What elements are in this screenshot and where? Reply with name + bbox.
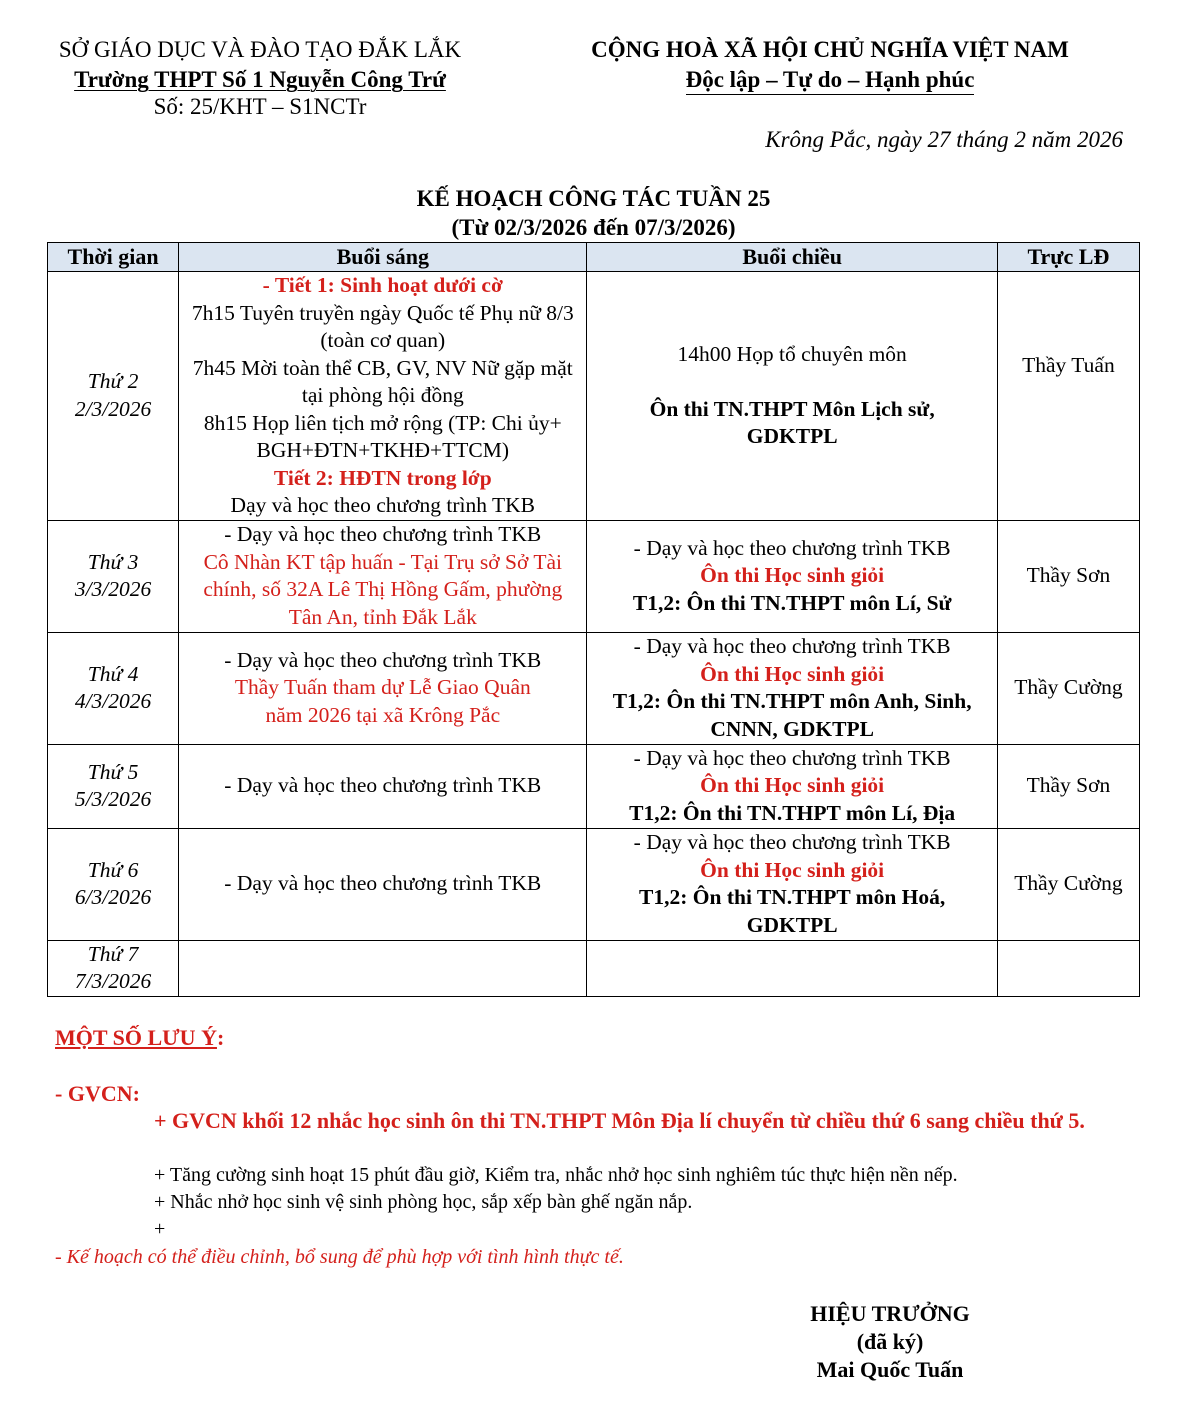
morning-cell xyxy=(179,272,587,521)
col-header-afternoon: Buổi chiều xyxy=(587,243,997,272)
duty-person: Thầy Tuấn xyxy=(1022,353,1115,377)
afternoon-bold: T1,2: Ôn thi TN.THPT môn Lí, Sử xyxy=(632,590,952,615)
note-item: + xyxy=(154,1218,166,1240)
morning-line: - Dạy và học theo chương trình TKB xyxy=(224,871,542,896)
afternoon-cell xyxy=(587,272,997,521)
afternoon-line: - Dạy và học theo chương trình TKB xyxy=(633,745,951,770)
morning-note: Cô Nhàn KT tập huấn - Tại Trụ sở Sở Tài chính, số 32A Lê Thị Hồng Gấm, phường Tân An, tỉnh Đắk Lắk xyxy=(203,549,563,629)
morning-line: - Dạy và học theo chương trình TKB xyxy=(224,773,542,798)
day-name: Thứ 7 xyxy=(87,941,139,966)
morning-line: - Dạy và học theo chương trình TKB xyxy=(224,522,542,546)
col-header-morning: Buổi sáng xyxy=(179,243,587,272)
table-row xyxy=(48,744,1140,828)
col-header-time: Thời gian xyxy=(48,243,179,272)
department-name: SỞ GIÁO DỤC VÀ ĐÀO TẠO ĐẮK LẮK xyxy=(58,37,462,62)
day-cell xyxy=(48,520,179,632)
day-name: Thứ 5 xyxy=(87,759,139,784)
note-item: + Nhắc nhở học sinh vệ sinh phòng học, sắp xếp bàn ghế ngăn nắp. xyxy=(154,1191,693,1213)
table-row xyxy=(48,520,1140,632)
duty-person: Thầy Cường xyxy=(1014,675,1123,700)
afternoon-line: - Dạy và học theo chương trình TKB xyxy=(633,535,951,560)
col-header-duty: Trực LĐ xyxy=(997,243,1139,272)
duty-cell xyxy=(997,632,1139,744)
signature-name: Mai Quốc Tuấn xyxy=(816,1357,964,1382)
duty-person: Thầy Cường xyxy=(1014,871,1123,896)
afternoon-cell xyxy=(587,940,997,996)
afternoon-bold: T1,2: Ôn thi TN.THPT môn Lí, Địa xyxy=(629,800,956,825)
duty-person: Thầy Sơn xyxy=(1026,773,1111,798)
afternoon-highlight: Ôn thi Học sinh giỏi xyxy=(700,773,885,798)
duty-cell xyxy=(997,520,1139,632)
morning-cell xyxy=(179,744,587,828)
national-motto: Độc lập – Tự do – Hạnh phúc xyxy=(686,66,975,95)
duty-cell xyxy=(997,828,1139,940)
gvcn-main-note: + GVCN khối 12 nhắc học sinh ôn thi TN.THPT Môn Địa lí chuyển từ chiều thứ 6 sang chiều thứ 5. xyxy=(154,1108,1085,1133)
day-cell xyxy=(48,744,179,828)
afternoon-cell xyxy=(587,828,997,940)
duty-cell xyxy=(997,940,1139,996)
afternoon-bold: Ôn thi TN.THPT Môn Lịch sử, GDKTPL xyxy=(649,396,935,448)
day-date: 2/3/2026 xyxy=(74,396,152,421)
day-cell xyxy=(48,272,179,521)
afternoon-highlight: Ôn thi Học sinh giỏi xyxy=(700,661,885,686)
signature-block xyxy=(770,1300,1010,1384)
day-date: 5/3/2026 xyxy=(74,787,152,811)
afternoon-line: - Dạy và học theo chương trình TKB xyxy=(633,830,951,854)
day-name: Thứ 3 xyxy=(87,549,139,574)
morning-line: 7h15 Tuyên truyền ngày Quốc tế Phụ nữ 8/3 (toàn cơ quan) xyxy=(191,300,574,352)
morning-cell xyxy=(179,632,587,744)
afternoon-bold: T1,2: Ôn thi TN.THPT môn Hoá, GDKTPL xyxy=(639,885,946,937)
afternoon-line: - Dạy và học theo chương trình TKB xyxy=(633,634,951,658)
day-cell xyxy=(48,632,179,744)
table-row xyxy=(48,632,1140,744)
afternoon-cell xyxy=(587,520,997,632)
day-name: Thứ 6 xyxy=(87,857,139,882)
notes-footer: - Kế hoạch có thể điều chỉnh, bổ sung để phù hợp với tình hình thực tế. xyxy=(55,1246,624,1268)
morning-cell xyxy=(179,828,587,940)
afternoon-cell xyxy=(587,632,997,744)
morning-line: Dạy và học theo chương trình TKB xyxy=(230,493,536,517)
duty-person: Thầy Sơn xyxy=(1026,563,1111,588)
afternoon-line: 14h00 Họp tổ chuyên môn xyxy=(677,342,907,366)
morning-highlight: - Tiết 1: Sinh hoạt dưới cờ xyxy=(262,273,503,297)
duty-cell xyxy=(997,744,1139,828)
title-range: (Từ 02/3/2026 đến 07/3/2026) xyxy=(451,215,736,240)
gvcn-label: - GVCN: xyxy=(55,1081,140,1106)
notes-heading-colon: : xyxy=(216,1025,225,1050)
header-right xyxy=(560,35,1100,95)
duty-cell xyxy=(997,272,1139,521)
notes-heading xyxy=(55,1024,224,1052)
morning-line: 7h45 Mời toàn thể CB, GV, NV Nữ gặp mặt tại phòng hội đồng xyxy=(192,355,573,407)
morning-cell xyxy=(179,940,587,996)
day-cell xyxy=(48,940,179,996)
notes-list xyxy=(154,1162,1134,1243)
signature-title: HIỆU TRƯỞNG xyxy=(810,1301,970,1326)
table-header-row xyxy=(48,243,1140,272)
header-left xyxy=(40,35,480,122)
day-name: Thứ 2 xyxy=(87,369,139,394)
school-name: Trường THPT Số 1 Nguyễn Công Trứ xyxy=(74,67,446,92)
afternoon-cell xyxy=(587,744,997,828)
day-date: 7/3/2026 xyxy=(74,969,152,993)
table-row xyxy=(48,940,1140,996)
day-name: Thứ 4 xyxy=(87,661,139,686)
day-date: 6/3/2026 xyxy=(74,885,152,909)
table-row xyxy=(48,828,1140,940)
place-date: Krông Pắc, ngày 27 tháng 2 năm 2026 xyxy=(765,127,1123,152)
afternoon-highlight: Ôn thi Học sinh giỏi xyxy=(700,857,885,882)
signature-status: (đã ký) xyxy=(856,1329,924,1354)
title-main: KẾ HOẠCH CÔNG TÁC TUẦN 25 xyxy=(416,186,771,211)
morning-highlight: Tiết 2: HĐTN trong lớp xyxy=(273,465,492,490)
schedule-table xyxy=(47,242,1140,997)
morning-note: Thầy Tuấn tham dự Lễ Giao Quân năm 2026 tại xã Krông Pắc xyxy=(234,675,531,727)
document-number: Số: 25/KHT – S1NCTr xyxy=(153,94,367,119)
day-date: 4/3/2026 xyxy=(74,689,152,713)
day-cell xyxy=(48,828,179,940)
day-date: 3/3/2026 xyxy=(74,577,152,601)
afternoon-bold: T1,2: Ôn thi TN.THPT môn Anh, Sinh, CNNN, GDKTPL xyxy=(612,689,972,741)
morning-line: 8h15 Họp liên tịch mở rộng (TP: Chi ủy+ BGH+ĐTN+TKHĐ+TTCM) xyxy=(203,410,562,462)
table-row xyxy=(48,272,1140,521)
morning-line: - Dạy và học theo chương trình TKB xyxy=(224,647,542,672)
notes-heading-text: MỘT SỐ LƯU Ý xyxy=(55,1025,217,1050)
afternoon-highlight: Ôn thi Học sinh giỏi xyxy=(700,563,885,588)
document-title xyxy=(47,184,1140,242)
country-name: CỘNG HOÀ XÃ HỘI CHỦ NGHĨA VIỆT NAM xyxy=(591,37,1069,62)
note-item: + Tăng cường sinh hoạt 15 phút đầu giờ, Kiểm tra, nhắc nhở học sinh nghiêm túc thực hiện nền nếp. xyxy=(154,1164,958,1186)
morning-cell xyxy=(179,520,587,632)
